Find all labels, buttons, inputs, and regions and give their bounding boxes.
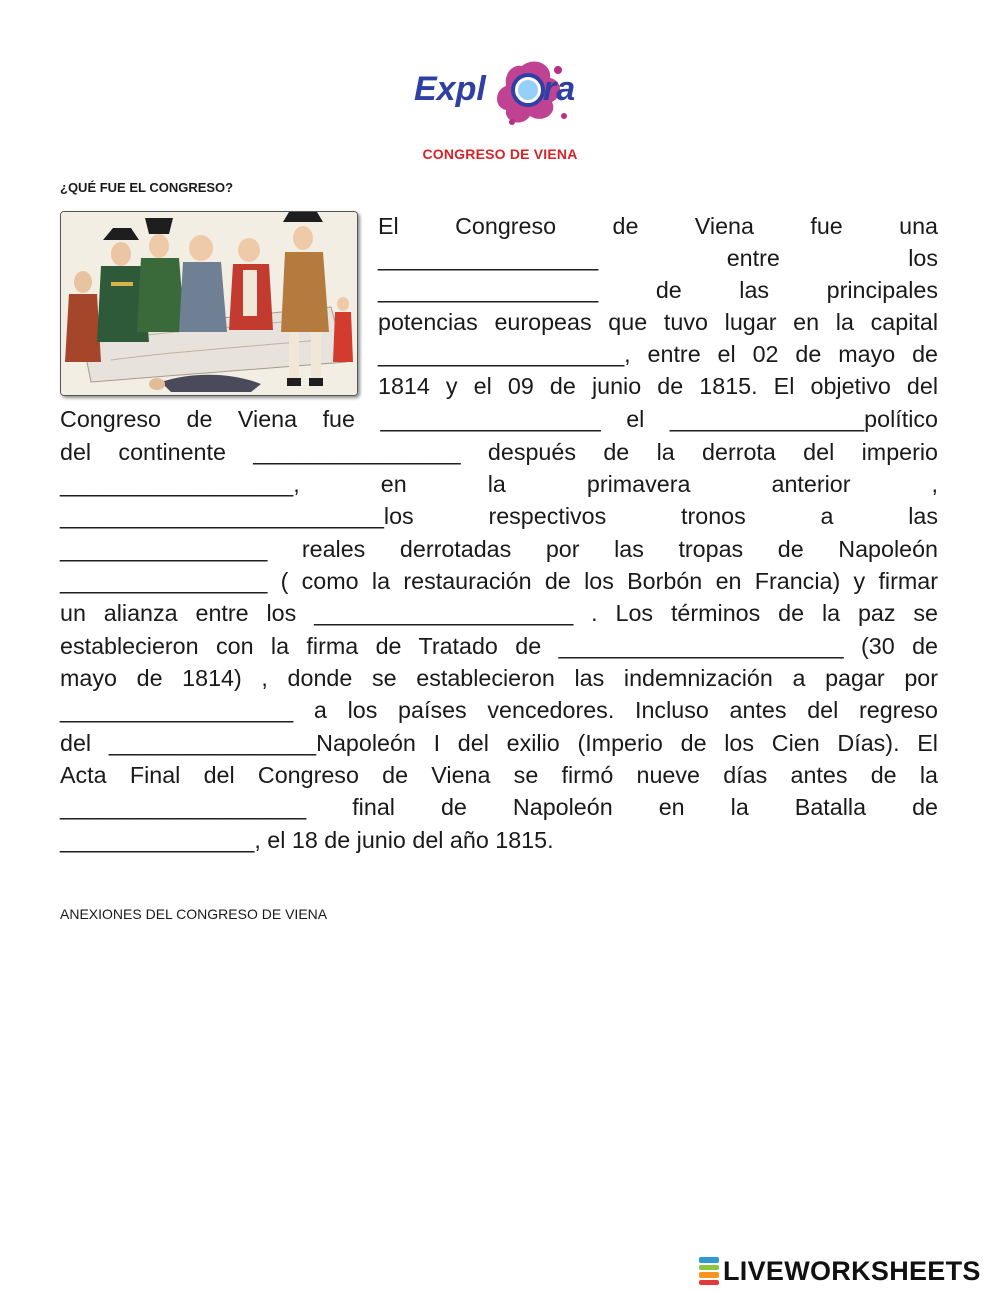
paragraph-line: Congreso de Viena fue _________________ el _______________político (60, 406, 938, 432)
subsection-heading: ANEXIONES DEL CONGRESO DE VIENA (60, 906, 328, 922)
paragraph-line: establecieron con la firma de Tratado de ______________________ (30 de (60, 633, 938, 659)
liveworksheets-icon (699, 1256, 719, 1286)
paragraph-line: __________________ a los países vencedores. Incluso antes del regreso (60, 697, 938, 723)
paragraph-line: mayo de 1814) , donde se establecieron las indemnización a pagar por (60, 665, 938, 691)
paragraph-line: _________________________los respectivos tronos a las (60, 503, 938, 529)
explora-logo (412, 58, 588, 130)
paragraph-line: potencias europeas que tuvo lugar en la capital (378, 309, 938, 335)
paragraph-line: del ________________Napoleón I del exilio (Imperio de los Cien Días). El (60, 730, 938, 756)
paragraph-line: El Congreso de Viena fue una (378, 213, 938, 239)
paragraph-line: _______________, el 18 de junio del año 1815. (60, 827, 554, 853)
paragraph-line: ___________________ final de Napoleón en la Batalla de (60, 794, 938, 820)
paragraph-line: ________________ reales derrotadas por las tropas de Napoleón (60, 536, 938, 562)
paragraph-line: __________________, en la primavera anterior , (60, 471, 938, 497)
brand-text: LIVEWORKSHEETS (723, 1255, 981, 1286)
congress-illustration (60, 211, 358, 396)
paragraph-line: ___________________, entre el 02 de mayo de (378, 341, 938, 367)
paragraph-line: Acta Final del Congreso de Viena se firmó nueve días antes de la (60, 762, 938, 788)
paragraph-line: _________________ de las principales (378, 277, 938, 303)
document-title: CONGRESO DE VIENA (422, 146, 578, 162)
paragraph-line: _________________ entre los (378, 245, 938, 271)
liveworksheets-brand (699, 1254, 981, 1288)
paragraph-line: 1814 y el 09 de junio de 1815. El objetivo del (378, 373, 938, 399)
paragraph-line: del continente ________________ después de la derrota del imperio (60, 439, 938, 465)
paragraph-line: ________________ ( como la restauración de los Borbón en Francia) y firmar (60, 568, 938, 594)
svg-text:ra: ra (543, 70, 576, 108)
paragraph-line: un alianza entre los ____________________ . Los términos de la paz se (60, 600, 938, 626)
logo-text: Expl (414, 70, 486, 108)
section-heading: ¿QUÉ FUE EL CONGRESO? (60, 180, 234, 195)
